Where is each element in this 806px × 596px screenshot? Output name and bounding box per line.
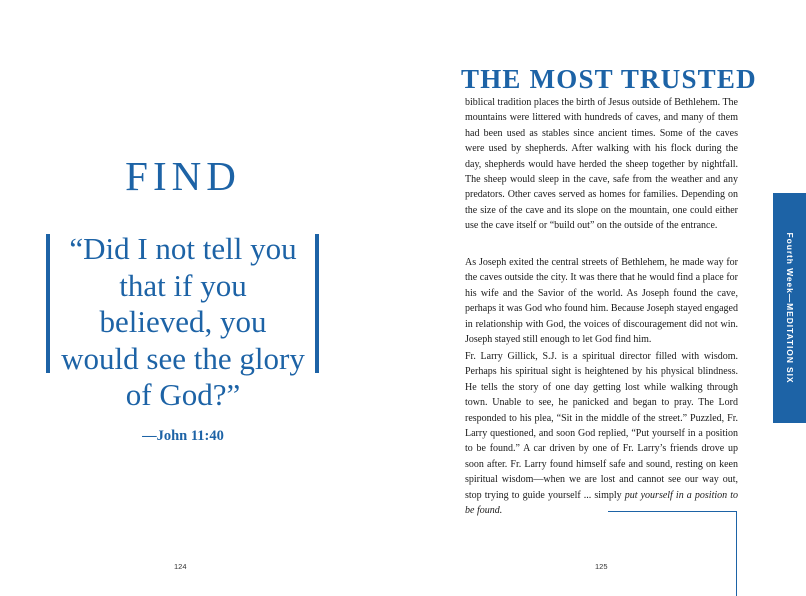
- section-side-tab: [773, 193, 806, 423]
- find-heading: FIND: [125, 153, 241, 199]
- scripture-citation: —John 11:40: [142, 428, 224, 444]
- quote-bar-left: [46, 234, 50, 373]
- side-tab-label: Fourth Week—MEDITATION SIX: [784, 232, 795, 384]
- quote-bar-right: [315, 234, 319, 373]
- body-paragraph-3-italic: put yourself in a position to be found.: [465, 489, 739, 517]
- lead-heading: THE MOST TRUSTED: [461, 64, 757, 94]
- decorative-rule-horizontal: [608, 511, 737, 512]
- scripture-quote: “Did I not tell you that if you believed, you would see the glory of God?”: [61, 231, 305, 412]
- decorative-rule-vertical: [736, 511, 737, 596]
- body-paragraph-3-text: Fr. Larry Gillick, S.J. is a spiritual director filled with wisdom. Perhaps his spiritual sight is heightened by his physical blindness. He tells the story of one day getting lost while walking through town. Unable to see, he panicked and began to pray. The Lord responded to his plea, “Sit in the middle of the street.” Puzzled, Fr. Larry questioned, and soon God replied, “Put yourself in a position to be found.” A car driven by one of Fr. Larry’s friends drove up soon after. Fr. Larry found himself safe and sound, resting on keen spiritual wisdom—when we are lost and cannot see our way out, stop trying to guide yourself ... simply: [465, 351, 738, 501]
- page-number-left: 124: [174, 562, 187, 571]
- body-paragraph-3: [465, 349, 738, 518]
- body-paragraph-1: biblical tradition places the birth of Jesus outside of Bethlehem. The mountains were littered with hundreds of caves, and many of them had been used as stables since ancient times. Some of the caves were used by shepherds. After walking with his flock during the day, shepherds would have herded the sheep together by nightfall. The sheep would sleep in the cave, safe from the weather and any predators. Other caves served as homes for families. Depending on the size of the cave and its slope on the mountain, one could either use the cave itself or “build out” on the outside of the entrance.: [465, 97, 738, 232]
- page-number-right: 125: [595, 562, 608, 571]
- body-paragraph-2: As Joseph exited the central streets of Bethlehem, he made way for the caves outside the city. It was there that he would find a place for his wife and the Savior of the world. As Joseph found the cave, perhaps it was God who found him. Because Joseph stayed engaged in relationship with God, the voices of discouragement did not win. Joseph stayed still enough to let God find him.: [465, 257, 738, 346]
